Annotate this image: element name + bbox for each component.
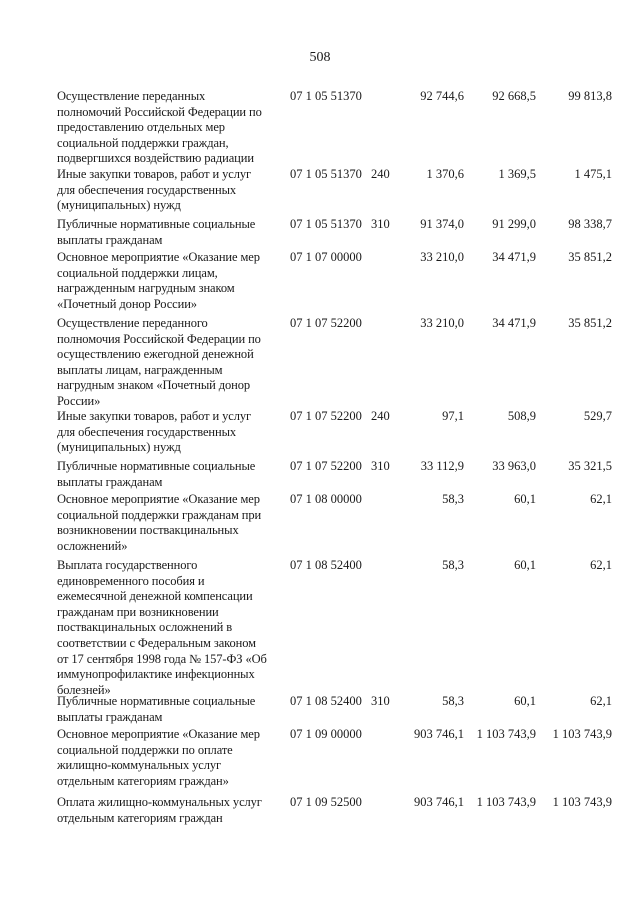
amount-year-1: 97,1 [442,409,464,423]
description-line: осложнений» [57,538,128,553]
description-line: Публичные нормативные социальные [57,459,256,473]
description-line: Основное мероприятие «Оказание мер [57,492,260,506]
description-line: выплаты лицам, награжденным [57,362,223,377]
amount-year-3: 62,1 [590,492,612,506]
row-description [57,694,279,725]
amount-year-1: 33 210,0 [420,250,464,264]
amount-year-1: 92 744,6 [420,89,464,103]
description-line: предоставлению отдельных мер [57,120,225,135]
row-description [57,250,279,312]
row-description [57,217,279,248]
description-line: Иные закупки товаров, работ и услуг [57,409,252,423]
amount-year-2: 1 103 743,9 [476,727,536,741]
amount-year-2: 91 299,0 [492,217,536,231]
amount-year-2: 1 103 743,9 [476,795,536,809]
amount-year-2: 33 963,0 [492,459,536,473]
amount-year-3: 1 103 743,9 [552,795,612,809]
target-article-code: 07 1 07 00000 [290,250,362,264]
description-line: (муниципальных) нужд [57,198,181,213]
row-description [57,459,279,490]
amount-year-3: 62,1 [590,694,612,708]
description-line: социальной поддержки лицам, [57,265,218,280]
target-article-code: 07 1 09 00000 [290,727,362,741]
description-line: соответствии с Федеральным законом [57,635,256,650]
row-description [57,727,279,789]
amount-year-1: 903 746,1 [414,795,464,809]
target-article-code: 07 1 08 00000 [290,492,362,506]
description-line: выплаты гражданам [57,474,163,489]
description-line: «Почетный донор России» [57,296,197,311]
description-line: Основное мероприятие «Оказание мер [57,250,260,264]
description-line: от 17 сентября 1998 года № 157-ФЗ «Об [57,651,267,666]
description-line: Основное мероприятие «Оказание мер [57,727,260,741]
expense-type-code: 310 [371,217,390,231]
page-number: 508 [309,50,331,65]
amount-year-1: 58,3 [442,558,464,572]
amount-year-1: 91 374,0 [420,217,464,231]
amount-year-3: 35 851,2 [568,316,612,330]
description-line: жилищно-коммунальных услуг [57,758,222,773]
row-description [57,167,279,214]
amount-year-1: 33 112,9 [420,459,464,473]
amount-year-2: 60,1 [514,558,536,572]
target-article-code: 07 1 08 52400 [290,694,362,708]
description-line: болезней» [57,682,111,697]
description-line: награжденным нагрудным знаком [57,281,235,296]
description-line: гражданам при возникновении [57,604,219,619]
description-line: России» [57,393,101,408]
description-line: для обеспечения государственных [57,182,237,197]
description-line: отдельным категориям граждан» [57,773,229,788]
amount-year-2: 92 668,5 [492,89,536,103]
amount-year-3: 1 475,1 [574,167,612,181]
description-line: единовременного пособия и [57,573,205,588]
description-line: выплаты гражданам [57,232,163,247]
row-description [57,492,279,554]
description-line: отдельным категориям граждан [57,810,223,825]
amount-year-2: 34 471,9 [492,250,536,264]
target-article-code: 07 1 07 52200 [290,316,362,330]
row-description [57,558,279,698]
target-article-code: 07 1 05 51370 [290,89,362,103]
description-line: Публичные нормативные социальные [57,694,256,708]
expense-type-code: 240 [371,409,390,423]
amount-year-3: 98 338,7 [568,217,612,231]
description-line: (муниципальных) нужд [57,440,181,455]
description-line: Оплата жилищно-коммунальных услуг [57,795,262,809]
expense-type-code: 310 [371,694,390,708]
amount-year-1: 58,3 [442,694,464,708]
description-line: нагрудным знаком «Почетный донор [57,378,251,393]
amount-year-3: 35 851,2 [568,250,612,264]
description-line: иммунопрофилактике инфекционных [57,667,255,682]
amount-year-2: 60,1 [514,694,536,708]
row-description [57,316,279,410]
description-line: полномочий Российской Федерации по [57,104,262,119]
amount-year-2: 1 369,5 [498,167,536,181]
description-line: социальной поддержки по оплате [57,742,233,757]
description-line: Выплата государственного [57,558,198,572]
description-line: социальной поддержки гражданам при [57,507,262,522]
target-article-code: 07 1 08 52400 [290,558,362,572]
target-article-code: 07 1 09 52500 [290,795,362,809]
target-article-code: 07 1 05 51370 [290,217,362,231]
description-line: подвергшихся воздействию радиации [57,151,254,166]
description-line: возникновении поствакцинальных [57,523,239,538]
description-line: Осуществление переданного [57,316,208,330]
description-line: выплаты гражданам [57,709,163,724]
amount-year-1: 1 370,6 [426,167,464,181]
amount-year-3: 35 321,5 [568,459,612,473]
amount-year-3: 529,7 [583,409,612,423]
description-line: ежемесячной денежной компенсации [57,589,253,604]
amount-year-1: 903 746,1 [414,727,464,741]
description-line: осуществлению ежегодной денежной [57,347,254,362]
description-line: полномочия Российской Федерации по [57,331,261,346]
expense-type-code: 240 [371,167,390,181]
description-line: Публичные нормативные социальные [57,217,256,231]
row-description [57,89,279,167]
target-article-code: 07 1 07 52200 [290,409,362,423]
amount-year-2: 508,9 [507,409,536,423]
expense-type-code: 310 [371,459,390,473]
row-description [57,409,279,456]
amount-year-1: 58,3 [442,492,464,506]
description-line: Осуществление переданных [57,89,206,103]
target-article-code: 07 1 07 52200 [290,459,362,473]
amount-year-3: 1 103 743,9 [552,727,612,741]
target-article-code: 07 1 05 51370 [290,167,362,181]
description-line: поствакцинальных осложнений в [57,620,233,635]
amount-year-2: 34 471,9 [492,316,536,330]
amount-year-2: 60,1 [514,492,536,506]
amount-year-3: 62,1 [590,558,612,572]
amount-year-3: 99 813,8 [568,89,612,103]
description-line: для обеспечения государственных [57,424,237,439]
amount-year-1: 33 210,0 [420,316,464,330]
row-description [57,795,279,826]
description-line: Иные закупки товаров, работ и услуг [57,167,252,181]
description-line: социальной поддержки граждан, [57,135,229,150]
